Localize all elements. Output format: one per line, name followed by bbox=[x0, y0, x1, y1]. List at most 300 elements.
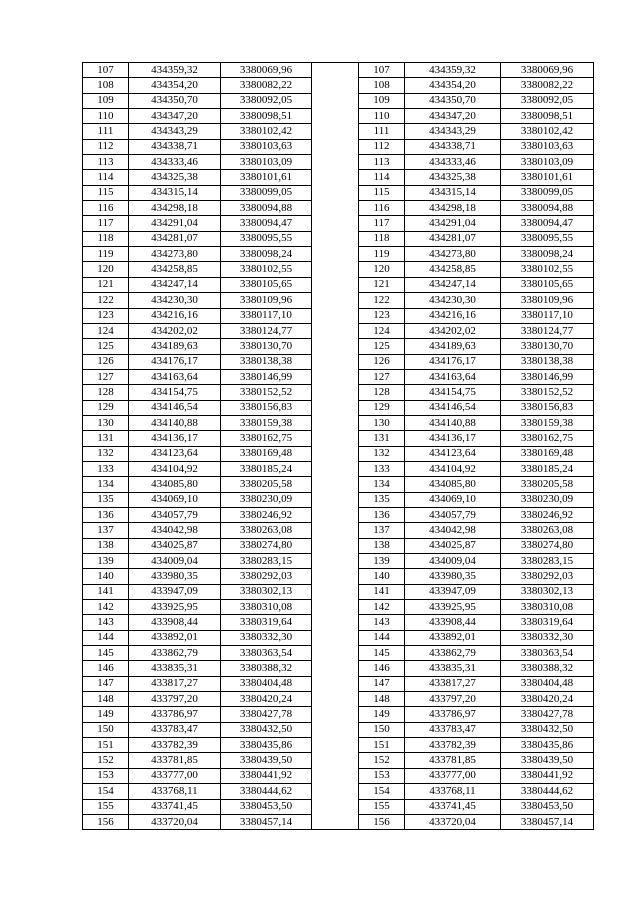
right-y-coordinate-cell: 3380230,09 bbox=[501, 492, 594, 507]
left-y-coordinate-cell: 3380105,65 bbox=[221, 277, 312, 292]
right-x-coordinate-cell: 434216,16 bbox=[405, 308, 501, 323]
left-point-number-cell: 118 bbox=[83, 231, 129, 246]
table-row bbox=[83, 492, 594, 507]
right-point-number-cell: 150 bbox=[359, 722, 405, 737]
right-y-coordinate-cell: 3380105,65 bbox=[501, 277, 594, 292]
left-y-coordinate-cell: 3380441,92 bbox=[221, 768, 312, 783]
left-point-number-cell: 112 bbox=[83, 139, 129, 154]
spacer-cell bbox=[312, 477, 359, 492]
table-row bbox=[83, 262, 594, 277]
right-point-number-cell: 137 bbox=[359, 523, 405, 538]
left-point-number-cell: 125 bbox=[83, 339, 129, 354]
right-y-coordinate-cell: 3380332,30 bbox=[501, 630, 594, 645]
spacer-cell bbox=[312, 600, 359, 615]
spacer-cell bbox=[312, 400, 359, 415]
left-x-coordinate-cell: 434140,88 bbox=[129, 415, 221, 430]
left-y-coordinate-cell: 3380162,75 bbox=[221, 431, 312, 446]
left-x-coordinate-cell: 434291,04 bbox=[129, 216, 221, 231]
left-x-coordinate-cell: 434359,32 bbox=[129, 63, 221, 78]
table-row bbox=[83, 109, 594, 124]
left-point-number-cell: 114 bbox=[83, 170, 129, 185]
left-y-coordinate-cell: 3380159,38 bbox=[221, 415, 312, 430]
left-y-coordinate-cell: 3380103,63 bbox=[221, 139, 312, 154]
left-point-number-cell: 153 bbox=[83, 768, 129, 783]
left-point-number-cell: 151 bbox=[83, 738, 129, 753]
right-x-coordinate-cell: 434359,32 bbox=[405, 63, 501, 78]
table-row bbox=[83, 431, 594, 446]
left-x-coordinate-cell: 434025,87 bbox=[129, 538, 221, 553]
table-row bbox=[83, 354, 594, 369]
left-y-coordinate-cell: 3380102,55 bbox=[221, 262, 312, 277]
table-row bbox=[83, 523, 594, 538]
right-x-coordinate-cell: 433720,04 bbox=[405, 814, 501, 829]
right-point-number-cell: 143 bbox=[359, 615, 405, 630]
table-row bbox=[83, 676, 594, 691]
left-x-coordinate-cell: 433908,44 bbox=[129, 615, 221, 630]
table-row bbox=[83, 630, 594, 645]
right-y-coordinate-cell: 3380101,61 bbox=[501, 170, 594, 185]
table-row bbox=[83, 538, 594, 553]
right-point-number-cell: 115 bbox=[359, 185, 405, 200]
right-x-coordinate-cell: 434230,30 bbox=[405, 293, 501, 308]
spacer-cell bbox=[312, 799, 359, 814]
right-x-coordinate-cell: 433862,79 bbox=[405, 646, 501, 661]
right-y-coordinate-cell: 3380130,70 bbox=[501, 339, 594, 354]
left-y-coordinate-cell: 3380404,48 bbox=[221, 676, 312, 691]
spacer-cell bbox=[312, 446, 359, 461]
left-y-coordinate-cell: 3380319,64 bbox=[221, 615, 312, 630]
spacer-cell bbox=[312, 692, 359, 707]
spacer-cell bbox=[312, 784, 359, 799]
right-point-number-cell: 112 bbox=[359, 139, 405, 154]
left-y-coordinate-cell: 3380283,15 bbox=[221, 554, 312, 569]
table-row bbox=[83, 124, 594, 139]
left-x-coordinate-cell: 433892,01 bbox=[129, 630, 221, 645]
table-row bbox=[83, 507, 594, 522]
spacer-cell bbox=[312, 339, 359, 354]
left-point-number-cell: 120 bbox=[83, 262, 129, 277]
right-y-coordinate-cell: 3380162,75 bbox=[501, 431, 594, 446]
left-x-coordinate-cell: 433797,20 bbox=[129, 692, 221, 707]
left-y-coordinate-cell: 3380092,05 bbox=[221, 93, 312, 108]
left-y-coordinate-cell: 3380274,80 bbox=[221, 538, 312, 553]
right-x-coordinate-cell: 434291,04 bbox=[405, 216, 501, 231]
left-x-coordinate-cell: 434354,20 bbox=[129, 78, 221, 93]
spacer-cell bbox=[312, 201, 359, 216]
left-y-coordinate-cell: 3380098,51 bbox=[221, 109, 312, 124]
left-y-coordinate-cell: 3380444,62 bbox=[221, 784, 312, 799]
spacer-cell bbox=[312, 231, 359, 246]
spacer-cell bbox=[312, 124, 359, 139]
right-y-coordinate-cell: 3380109,96 bbox=[501, 293, 594, 308]
left-point-number-cell: 121 bbox=[83, 277, 129, 292]
left-point-number-cell: 139 bbox=[83, 554, 129, 569]
right-x-coordinate-cell: 434057,79 bbox=[405, 507, 501, 522]
right-x-coordinate-cell: 434273,80 bbox=[405, 247, 501, 262]
left-point-number-cell: 141 bbox=[83, 584, 129, 599]
right-point-number-cell: 107 bbox=[359, 63, 405, 78]
right-y-coordinate-cell: 3380092,05 bbox=[501, 93, 594, 108]
left-point-number-cell: 113 bbox=[83, 155, 129, 170]
left-x-coordinate-cell: 434069,10 bbox=[129, 492, 221, 507]
spacer-cell bbox=[312, 155, 359, 170]
spacer-cell bbox=[312, 615, 359, 630]
right-x-coordinate-cell: 433980,35 bbox=[405, 569, 501, 584]
table-row bbox=[83, 615, 594, 630]
right-x-coordinate-cell: 433817,27 bbox=[405, 676, 501, 691]
left-y-coordinate-cell: 3380169,48 bbox=[221, 446, 312, 461]
right-point-number-cell: 113 bbox=[359, 155, 405, 170]
right-point-number-cell: 117 bbox=[359, 216, 405, 231]
table-row bbox=[83, 78, 594, 93]
table-row bbox=[83, 216, 594, 231]
right-point-number-cell: 127 bbox=[359, 369, 405, 384]
spacer-cell bbox=[312, 93, 359, 108]
table-row bbox=[83, 661, 594, 676]
right-x-coordinate-cell: 434163,64 bbox=[405, 369, 501, 384]
right-x-coordinate-cell: 434176,17 bbox=[405, 354, 501, 369]
left-x-coordinate-cell: 434350,70 bbox=[129, 93, 221, 108]
left-x-coordinate-cell: 434163,64 bbox=[129, 369, 221, 384]
left-y-coordinate-cell: 3380102,42 bbox=[221, 124, 312, 139]
left-y-coordinate-cell: 3380420,24 bbox=[221, 692, 312, 707]
left-y-coordinate-cell: 3380205,58 bbox=[221, 477, 312, 492]
right-x-coordinate-cell: 434069,10 bbox=[405, 492, 501, 507]
left-point-number-cell: 145 bbox=[83, 646, 129, 661]
spacer-cell bbox=[312, 293, 359, 308]
left-x-coordinate-cell: 434273,80 bbox=[129, 247, 221, 262]
left-x-coordinate-cell: 434281,07 bbox=[129, 231, 221, 246]
left-y-coordinate-cell: 3380302,13 bbox=[221, 584, 312, 599]
left-x-coordinate-cell: 434202,02 bbox=[129, 323, 221, 338]
right-y-coordinate-cell: 3380319,64 bbox=[501, 615, 594, 630]
right-y-coordinate-cell: 3380102,55 bbox=[501, 262, 594, 277]
coordinate-table bbox=[82, 62, 594, 830]
left-point-number-cell: 147 bbox=[83, 676, 129, 691]
left-y-coordinate-cell: 3380094,88 bbox=[221, 201, 312, 216]
spacer-cell bbox=[312, 415, 359, 430]
left-point-number-cell: 128 bbox=[83, 385, 129, 400]
table-row bbox=[83, 799, 594, 814]
table-row bbox=[83, 446, 594, 461]
right-x-coordinate-cell: 434298,18 bbox=[405, 201, 501, 216]
left-point-number-cell: 132 bbox=[83, 446, 129, 461]
left-x-coordinate-cell: 434258,85 bbox=[129, 262, 221, 277]
spacer-cell bbox=[312, 584, 359, 599]
left-y-coordinate-cell: 3380098,24 bbox=[221, 247, 312, 262]
right-point-number-cell: 114 bbox=[359, 170, 405, 185]
right-y-coordinate-cell: 3380069,96 bbox=[501, 63, 594, 78]
right-point-number-cell: 123 bbox=[359, 308, 405, 323]
left-x-coordinate-cell: 434042,98 bbox=[129, 523, 221, 538]
left-x-coordinate-cell: 433980,35 bbox=[129, 569, 221, 584]
right-y-coordinate-cell: 3380082,22 bbox=[501, 78, 594, 93]
left-point-number-cell: 135 bbox=[83, 492, 129, 507]
left-y-coordinate-cell: 3380457,14 bbox=[221, 814, 312, 829]
right-point-number-cell: 135 bbox=[359, 492, 405, 507]
left-point-number-cell: 123 bbox=[83, 308, 129, 323]
right-x-coordinate-cell: 434085,80 bbox=[405, 477, 501, 492]
left-x-coordinate-cell: 434154,75 bbox=[129, 385, 221, 400]
left-point-number-cell: 152 bbox=[83, 753, 129, 768]
left-point-number-cell: 137 bbox=[83, 523, 129, 538]
right-point-number-cell: 151 bbox=[359, 738, 405, 753]
table-row bbox=[83, 646, 594, 661]
spacer-cell bbox=[312, 768, 359, 783]
right-x-coordinate-cell: 434154,75 bbox=[405, 385, 501, 400]
right-x-coordinate-cell: 434258,85 bbox=[405, 262, 501, 277]
spacer-cell bbox=[312, 814, 359, 829]
left-x-coordinate-cell: 433782,39 bbox=[129, 738, 221, 753]
left-y-coordinate-cell: 3380094,47 bbox=[221, 216, 312, 231]
table-row bbox=[83, 293, 594, 308]
right-x-coordinate-cell: 434104,92 bbox=[405, 461, 501, 476]
left-y-coordinate-cell: 3380427,78 bbox=[221, 707, 312, 722]
left-y-coordinate-cell: 3380292,03 bbox=[221, 569, 312, 584]
right-x-coordinate-cell: 434247,14 bbox=[405, 277, 501, 292]
right-y-coordinate-cell: 3380444,62 bbox=[501, 784, 594, 799]
right-y-coordinate-cell: 3380103,63 bbox=[501, 139, 594, 154]
right-y-coordinate-cell: 3380094,47 bbox=[501, 216, 594, 231]
right-y-coordinate-cell: 3380159,38 bbox=[501, 415, 594, 430]
table-row bbox=[83, 231, 594, 246]
spacer-cell bbox=[312, 308, 359, 323]
right-y-coordinate-cell: 3380146,99 bbox=[501, 369, 594, 384]
table-row bbox=[83, 308, 594, 323]
spacer-cell bbox=[312, 507, 359, 522]
left-x-coordinate-cell: 433777,00 bbox=[129, 768, 221, 783]
left-y-coordinate-cell: 3380388,32 bbox=[221, 661, 312, 676]
right-point-number-cell: 153 bbox=[359, 768, 405, 783]
right-x-coordinate-cell: 433777,00 bbox=[405, 768, 501, 783]
left-x-coordinate-cell: 434325,38 bbox=[129, 170, 221, 185]
right-y-coordinate-cell: 3380302,13 bbox=[501, 584, 594, 599]
left-y-coordinate-cell: 3380435,86 bbox=[221, 738, 312, 753]
left-x-coordinate-cell: 434216,16 bbox=[129, 308, 221, 323]
spacer-cell bbox=[312, 461, 359, 476]
right-y-coordinate-cell: 3380099,05 bbox=[501, 185, 594, 200]
spacer-cell bbox=[312, 216, 359, 231]
right-y-coordinate-cell: 3380439,50 bbox=[501, 753, 594, 768]
right-y-coordinate-cell: 3380098,51 bbox=[501, 109, 594, 124]
left-point-number-cell: 124 bbox=[83, 323, 129, 338]
right-point-number-cell: 136 bbox=[359, 507, 405, 522]
spacer-cell bbox=[312, 753, 359, 768]
table-row bbox=[83, 600, 594, 615]
right-y-coordinate-cell: 3380117,10 bbox=[501, 308, 594, 323]
right-x-coordinate-cell: 433908,44 bbox=[405, 615, 501, 630]
right-x-coordinate-cell: 434354,20 bbox=[405, 78, 501, 93]
right-point-number-cell: 147 bbox=[359, 676, 405, 691]
right-x-coordinate-cell: 434146,54 bbox=[405, 400, 501, 415]
right-x-coordinate-cell: 434140,88 bbox=[405, 415, 501, 430]
left-x-coordinate-cell: 434123,64 bbox=[129, 446, 221, 461]
left-y-coordinate-cell: 3380263,08 bbox=[221, 523, 312, 538]
left-x-coordinate-cell: 434347,20 bbox=[129, 109, 221, 124]
left-point-number-cell: 146 bbox=[83, 661, 129, 676]
right-point-number-cell: 128 bbox=[359, 385, 405, 400]
spacer-cell bbox=[312, 262, 359, 277]
table-row bbox=[83, 722, 594, 737]
spacer-cell bbox=[312, 63, 359, 78]
left-y-coordinate-cell: 3380439,50 bbox=[221, 753, 312, 768]
left-point-number-cell: 109 bbox=[83, 93, 129, 108]
right-y-coordinate-cell: 3380263,08 bbox=[501, 523, 594, 538]
right-x-coordinate-cell: 434325,38 bbox=[405, 170, 501, 185]
left-x-coordinate-cell: 434333,46 bbox=[129, 155, 221, 170]
spacer-cell bbox=[312, 707, 359, 722]
left-y-coordinate-cell: 3380069,96 bbox=[221, 63, 312, 78]
right-point-number-cell: 148 bbox=[359, 692, 405, 707]
right-x-coordinate-cell: 434042,98 bbox=[405, 523, 501, 538]
spacer-cell bbox=[312, 569, 359, 584]
left-point-number-cell: 148 bbox=[83, 692, 129, 707]
left-y-coordinate-cell: 3380082,22 bbox=[221, 78, 312, 93]
left-point-number-cell: 154 bbox=[83, 784, 129, 799]
right-y-coordinate-cell: 3380138,38 bbox=[501, 354, 594, 369]
left-point-number-cell: 110 bbox=[83, 109, 129, 124]
right-x-coordinate-cell: 434350,70 bbox=[405, 93, 501, 108]
right-y-coordinate-cell: 3380095,55 bbox=[501, 231, 594, 246]
right-point-number-cell: 125 bbox=[359, 339, 405, 354]
right-y-coordinate-cell: 3380283,15 bbox=[501, 554, 594, 569]
spacer-cell bbox=[312, 431, 359, 446]
spacer-cell bbox=[312, 722, 359, 737]
left-y-coordinate-cell: 3380246,92 bbox=[221, 507, 312, 522]
left-x-coordinate-cell: 433768,11 bbox=[129, 784, 221, 799]
left-x-coordinate-cell: 434343,29 bbox=[129, 124, 221, 139]
left-y-coordinate-cell: 3380130,70 bbox=[221, 339, 312, 354]
left-point-number-cell: 138 bbox=[83, 538, 129, 553]
right-y-coordinate-cell: 3380427,78 bbox=[501, 707, 594, 722]
left-point-number-cell: 117 bbox=[83, 216, 129, 231]
right-x-coordinate-cell: 434123,64 bbox=[405, 446, 501, 461]
right-point-number-cell: 140 bbox=[359, 569, 405, 584]
table-row bbox=[83, 400, 594, 415]
left-y-coordinate-cell: 3380310,08 bbox=[221, 600, 312, 615]
left-point-number-cell: 156 bbox=[83, 814, 129, 829]
right-point-number-cell: 142 bbox=[359, 600, 405, 615]
table-row bbox=[83, 369, 594, 384]
right-y-coordinate-cell: 3380103,09 bbox=[501, 155, 594, 170]
right-point-number-cell: 138 bbox=[359, 538, 405, 553]
right-y-coordinate-cell: 3380124,77 bbox=[501, 323, 594, 338]
right-point-number-cell: 144 bbox=[359, 630, 405, 645]
right-y-coordinate-cell: 3380388,32 bbox=[501, 661, 594, 676]
left-point-number-cell: 116 bbox=[83, 201, 129, 216]
left-y-coordinate-cell: 3380363,54 bbox=[221, 646, 312, 661]
table-row bbox=[83, 477, 594, 492]
left-point-number-cell: 155 bbox=[83, 799, 129, 814]
table-row bbox=[83, 692, 594, 707]
left-point-number-cell: 144 bbox=[83, 630, 129, 645]
right-y-coordinate-cell: 3380102,42 bbox=[501, 124, 594, 139]
right-x-coordinate-cell: 433797,20 bbox=[405, 692, 501, 707]
left-y-coordinate-cell: 3380117,10 bbox=[221, 308, 312, 323]
spacer-cell bbox=[312, 661, 359, 676]
left-point-number-cell: 122 bbox=[83, 293, 129, 308]
right-point-number-cell: 154 bbox=[359, 784, 405, 799]
right-point-number-cell: 149 bbox=[359, 707, 405, 722]
left-point-number-cell: 126 bbox=[83, 354, 129, 369]
right-point-number-cell: 155 bbox=[359, 799, 405, 814]
spacer-cell bbox=[312, 354, 359, 369]
right-point-number-cell: 129 bbox=[359, 400, 405, 415]
right-point-number-cell: 126 bbox=[359, 354, 405, 369]
left-x-coordinate-cell: 433783,47 bbox=[129, 722, 221, 737]
right-x-coordinate-cell: 433947,09 bbox=[405, 584, 501, 599]
table-row bbox=[83, 247, 594, 262]
right-point-number-cell: 121 bbox=[359, 277, 405, 292]
table-row bbox=[83, 93, 594, 108]
right-y-coordinate-cell: 3380457,14 bbox=[501, 814, 594, 829]
right-point-number-cell: 108 bbox=[359, 78, 405, 93]
left-y-coordinate-cell: 3380156,83 bbox=[221, 400, 312, 415]
left-point-number-cell: 149 bbox=[83, 707, 129, 722]
right-y-coordinate-cell: 3380185,24 bbox=[501, 461, 594, 476]
right-y-coordinate-cell: 3380453,50 bbox=[501, 799, 594, 814]
spacer-cell bbox=[312, 277, 359, 292]
spacer-cell bbox=[312, 523, 359, 538]
right-point-number-cell: 156 bbox=[359, 814, 405, 829]
spacer-cell bbox=[312, 646, 359, 661]
right-y-coordinate-cell: 3380169,48 bbox=[501, 446, 594, 461]
left-x-coordinate-cell: 433862,79 bbox=[129, 646, 221, 661]
left-y-coordinate-cell: 3380332,30 bbox=[221, 630, 312, 645]
right-x-coordinate-cell: 433786,97 bbox=[405, 707, 501, 722]
table-row bbox=[83, 569, 594, 584]
left-x-coordinate-cell: 433835,31 bbox=[129, 661, 221, 676]
left-point-number-cell: 133 bbox=[83, 461, 129, 476]
right-y-coordinate-cell: 3380441,92 bbox=[501, 768, 594, 783]
right-point-number-cell: 131 bbox=[359, 431, 405, 446]
right-point-number-cell: 141 bbox=[359, 584, 405, 599]
table-row bbox=[83, 155, 594, 170]
left-y-coordinate-cell: 3380138,38 bbox=[221, 354, 312, 369]
left-x-coordinate-cell: 434315,14 bbox=[129, 185, 221, 200]
spacer-cell bbox=[312, 738, 359, 753]
left-x-coordinate-cell: 434057,79 bbox=[129, 507, 221, 522]
table-row bbox=[83, 385, 594, 400]
right-point-number-cell: 130 bbox=[359, 415, 405, 430]
right-y-coordinate-cell: 3380246,92 bbox=[501, 507, 594, 522]
right-x-coordinate-cell: 434189,63 bbox=[405, 339, 501, 354]
left-x-coordinate-cell: 434247,14 bbox=[129, 277, 221, 292]
spacer-cell bbox=[312, 323, 359, 338]
right-x-coordinate-cell: 434347,20 bbox=[405, 109, 501, 124]
right-x-coordinate-cell: 433925,95 bbox=[405, 600, 501, 615]
left-x-coordinate-cell: 433781,85 bbox=[129, 753, 221, 768]
table-row bbox=[83, 707, 594, 722]
spacer-cell bbox=[312, 554, 359, 569]
left-x-coordinate-cell: 434146,54 bbox=[129, 400, 221, 415]
left-x-coordinate-cell: 434009,04 bbox=[129, 554, 221, 569]
table-row bbox=[83, 461, 594, 476]
right-point-number-cell: 139 bbox=[359, 554, 405, 569]
right-point-number-cell: 124 bbox=[359, 323, 405, 338]
right-point-number-cell: 119 bbox=[359, 247, 405, 262]
right-x-coordinate-cell: 434281,07 bbox=[405, 231, 501, 246]
left-y-coordinate-cell: 3380095,55 bbox=[221, 231, 312, 246]
left-point-number-cell: 150 bbox=[83, 722, 129, 737]
right-x-coordinate-cell: 434343,29 bbox=[405, 124, 501, 139]
left-point-number-cell: 129 bbox=[83, 400, 129, 415]
right-y-coordinate-cell: 3380152,52 bbox=[501, 385, 594, 400]
right-x-coordinate-cell: 434202,02 bbox=[405, 323, 501, 338]
left-y-coordinate-cell: 3380109,96 bbox=[221, 293, 312, 308]
right-point-number-cell: 120 bbox=[359, 262, 405, 277]
spacer-cell bbox=[312, 247, 359, 262]
